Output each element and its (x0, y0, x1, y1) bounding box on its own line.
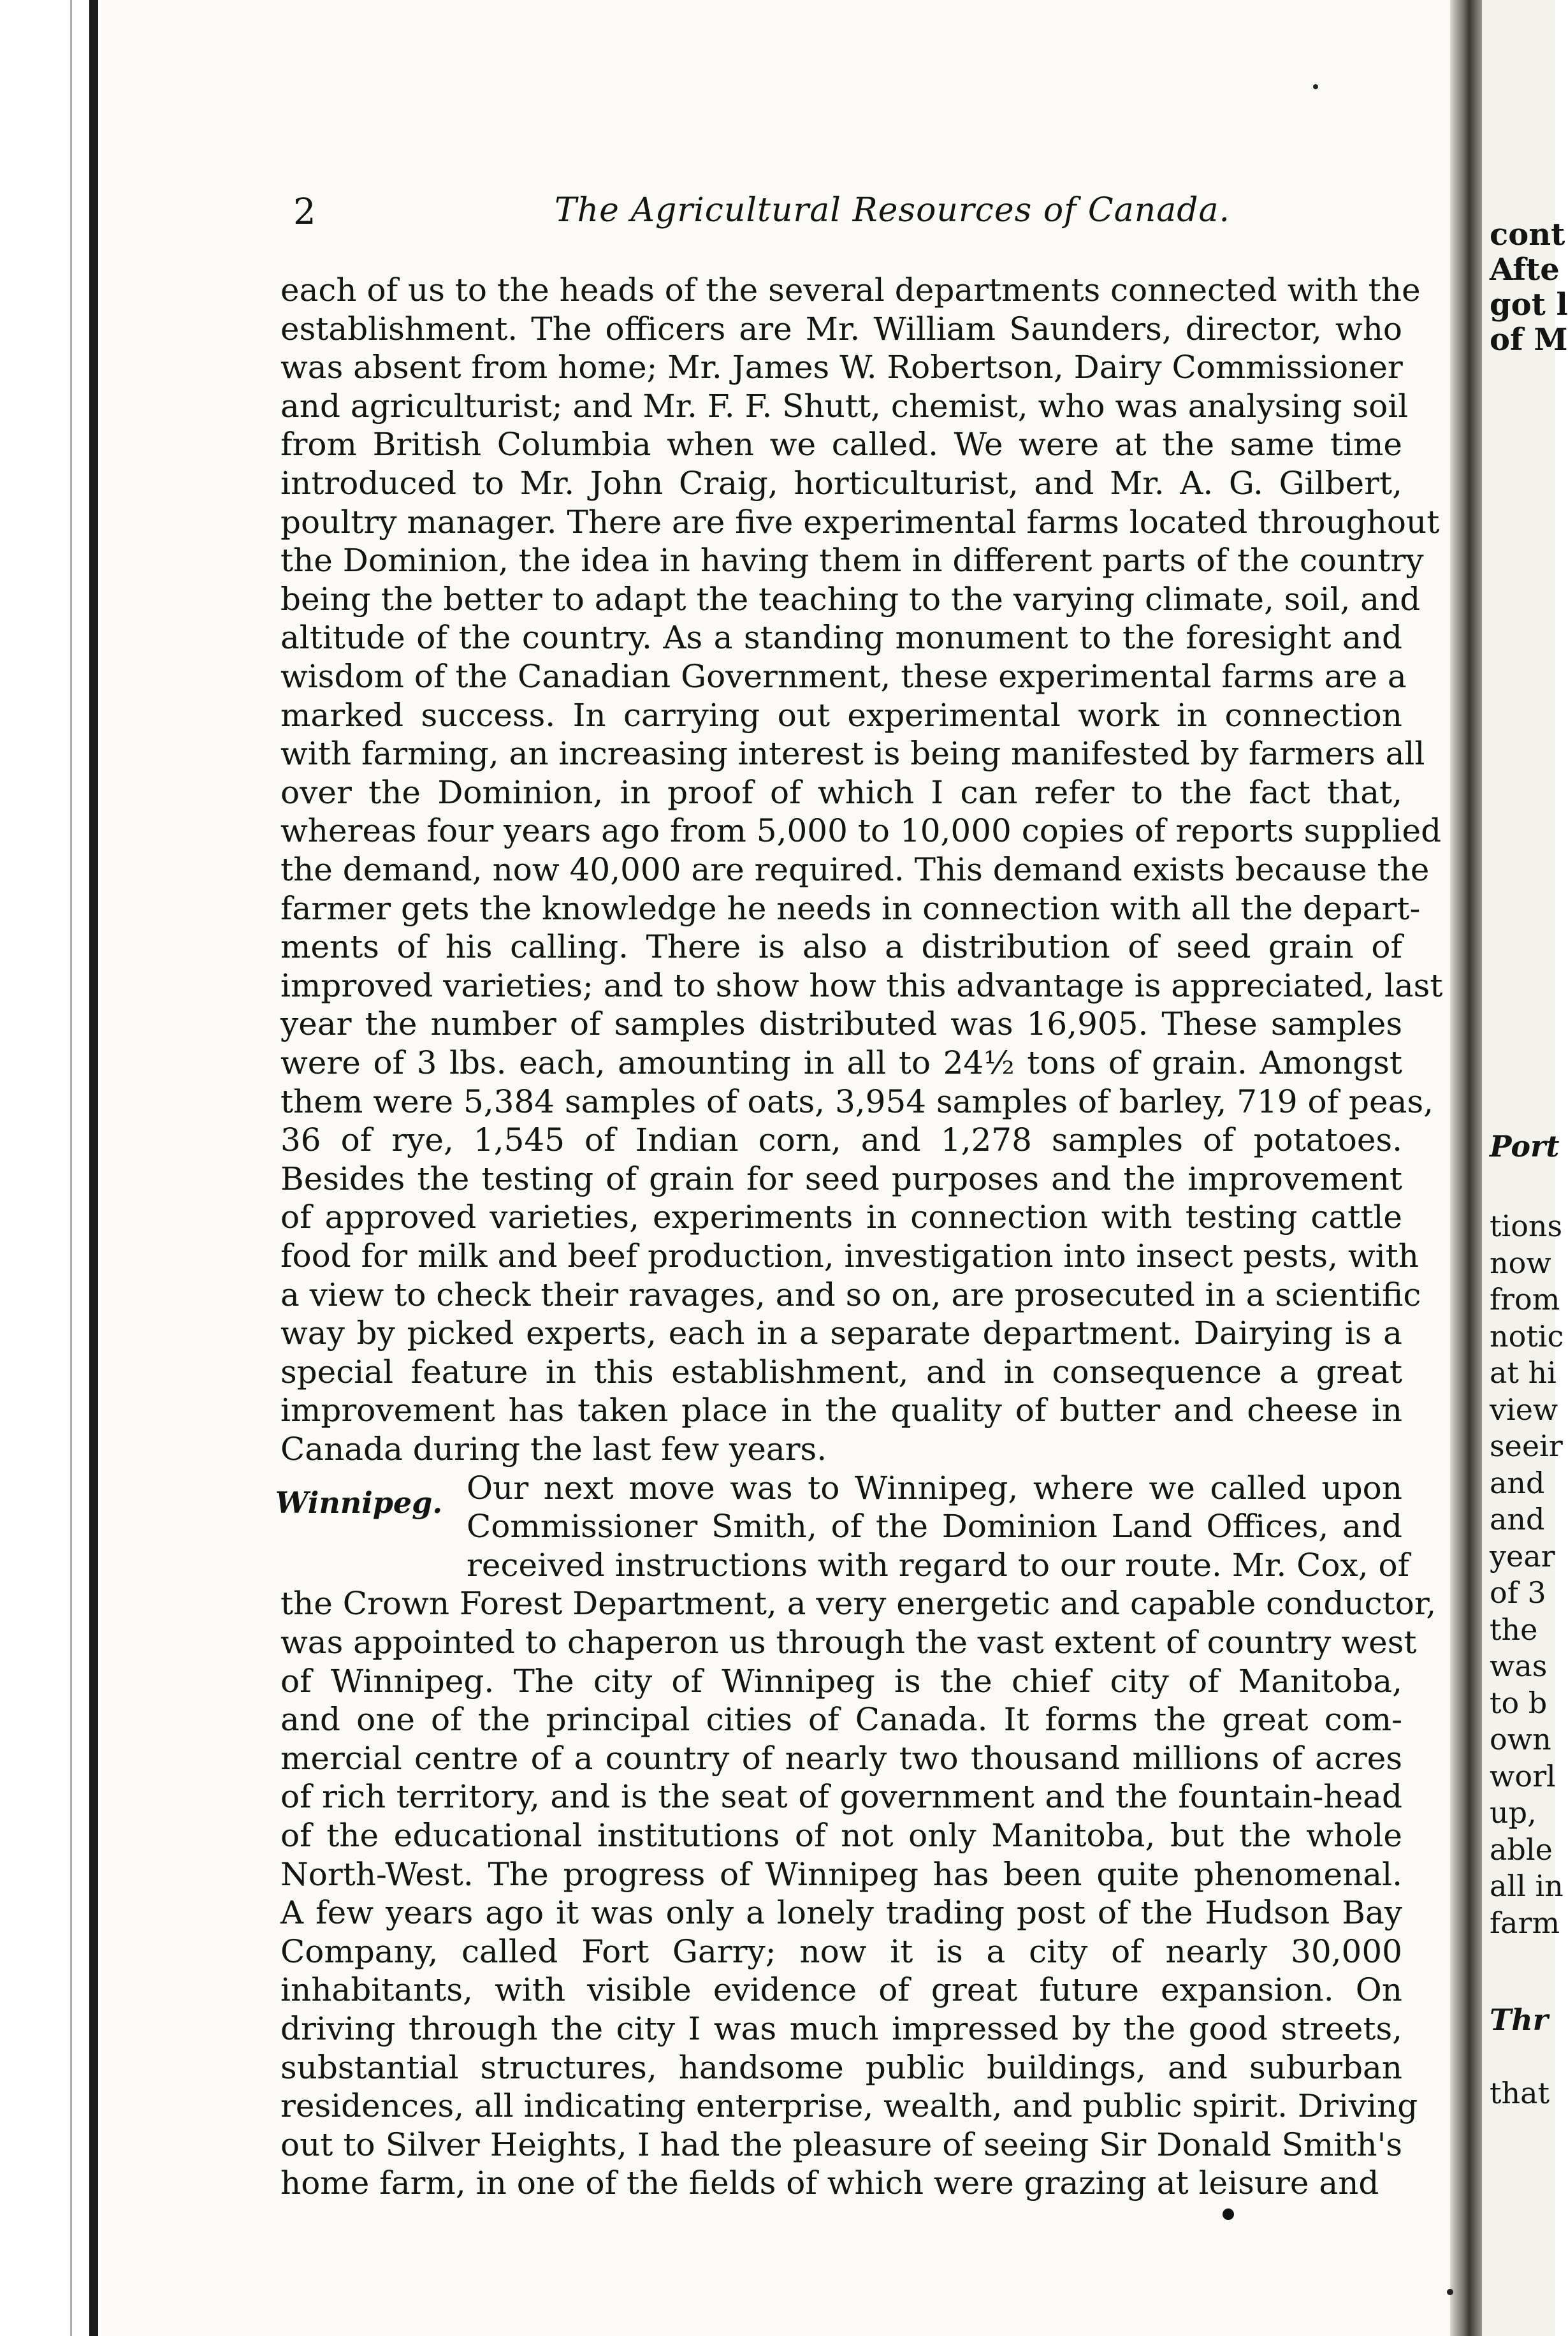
facing-line: own (1490, 1722, 1551, 1756)
page-number: 2 (293, 191, 316, 233)
text-line: Company, called Fort Garry; now it is a city of nearly 30,000 (280, 1932, 1402, 1970)
text-line: with farming, an increasing interest is being manifested by farmers all (280, 735, 1425, 773)
text-line: home farm, in one of the fields of which were grazing at leisure and (280, 2164, 1379, 2202)
margin-note-winnipeg: Winnipeg. (275, 1486, 443, 1520)
text-line: establishment. The officers are Mr. William Saunders, director, who (280, 310, 1402, 347)
facing-line: that (1490, 2076, 1550, 2110)
facing-margin-note: Thr (1490, 2003, 1548, 2037)
facing-line: of 3 (1490, 1575, 1546, 1610)
text-line: driving through the city I was much impressed by the good streets, (280, 2010, 1402, 2047)
text-line: substantial structures, handsome public buildings, and suburban (280, 2048, 1402, 2086)
facing-line: up, (1490, 1795, 1537, 1830)
text-line: Besides the testing of grain for seed purposes and the improvement (280, 1160, 1402, 1197)
text-line: Our next move was to Winnipeg, where we called upon (467, 1469, 1402, 1507)
text-line: improvement has taken place in the quality of butter and cheese in (280, 1392, 1402, 1429)
text-line: the demand, now 40,000 are required. This demand exists because the (280, 851, 1430, 888)
text-line: and one of the principal cities of Canada. It forms the great com- (280, 1701, 1402, 1739)
facing-line: all in (1490, 1869, 1564, 1903)
text-line: received instructions with regard to our route. Mr. Cox, of (467, 1546, 1410, 1584)
ink-speck (1313, 84, 1318, 89)
text-line: were of 3 lbs. each, amounting in all to 24½ tons of grain. Amongst (280, 1044, 1402, 1081)
text-line: ments of his calling. There is also a distribution of seed grain of (280, 928, 1402, 966)
text-line: inhabitants, with visible evidence of great future expansion. On (280, 1971, 1402, 2009)
text-line: was appointed to chaperon us through the vast extent of country west (280, 1624, 1417, 1661)
facing-line: from (1490, 1282, 1560, 1317)
facing-line: farm (1490, 1905, 1560, 1940)
ink-speck (1223, 2208, 1234, 2220)
text-line: farmer gets the knowledge he needs in connection with all the depart- (280, 889, 1421, 927)
facing-line: now (1490, 1245, 1551, 1280)
facing-line: year (1490, 1538, 1555, 1573)
text-line: marked success. In carrying out experimental work in connection (280, 696, 1402, 734)
running-title: The Agricultural Resources of Canada. (555, 191, 1231, 230)
text-line: food for milk and beef production, investigation into insect pests, with (280, 1237, 1419, 1274)
text-line: 36 of rye, 1,545 of Indian corn, and 1,278 samples of potatoes. (280, 1121, 1402, 1159)
facing-line: of M (1490, 322, 1568, 358)
facing-line: and (1490, 1502, 1545, 1537)
text-line: of the educational institutions of not only Manitoba, but the whole (280, 1817, 1402, 1854)
text-line: mercial centre of a country of nearly two thousand millions of acres (280, 1739, 1402, 1777)
text-line: way by picked experts, each in a separate department. Dairying is a (280, 1315, 1402, 1352)
scan-left-border (89, 0, 98, 2336)
book-gutter (1450, 0, 1482, 2336)
facing-line: notic (1490, 1318, 1564, 1354)
facing-line: at hi (1490, 1355, 1557, 1390)
facing-line: the (1490, 1612, 1538, 1647)
text-line: over the Dominion, in proof of which I can refer to the fact that, (280, 773, 1402, 811)
facing-margin-note: Port (1490, 1129, 1560, 1164)
facing-line: Afte (1490, 252, 1560, 288)
facing-line: cont (1490, 217, 1565, 252)
text-line: of approved varieties, experiments in connection with testing cattle (280, 1199, 1402, 1236)
text-line: each of us to the heads of the several departments connected with the (280, 272, 1421, 309)
text-line: was absent from home; Mr. James W. Robertson, Dairy Commissioner (280, 349, 1403, 386)
ink-speck (1447, 2289, 1453, 2295)
text-line: from British Columbia when we called. We were at the same time (280, 426, 1402, 464)
text-line: the Crown Forest Department, a very energetic and capable conductor, (280, 1585, 1437, 1623)
scan-edge-line (70, 0, 72, 2336)
facing-line: view (1490, 1392, 1558, 1427)
facing-line: worl (1490, 1758, 1556, 1793)
facing-line: able (1490, 1832, 1553, 1867)
text-line: Canada during the last few years. (280, 1431, 827, 1468)
text-line: year the number of samples distributed was 16,905. These samples (280, 1005, 1402, 1043)
text-line: residences, all indicating enterprise, wealth, and public spirit. Driving (280, 2087, 1418, 2125)
text-line: altitude of the country. As a standing monument to the foresight and (280, 619, 1402, 657)
text-line: of rich territory, and is the seat of government and the fountain-head (280, 1778, 1402, 1816)
text-line: and agriculturist; and Mr. F. F. Shutt, chemist, who was analysing soil (280, 387, 1409, 425)
text-line: wisdom of the Canadian Government, these experimental farms are a (280, 658, 1407, 695)
facing-line: seeir (1490, 1429, 1563, 1463)
facing-line: got l (1490, 287, 1568, 323)
text-line: improved varieties; and to show how this advantage is appreciated, last (280, 967, 1443, 1004)
text-line: poultry manager. There are five experimental farms located throughout (280, 503, 1440, 541)
text-line: whereas four years ago from 5,000 to 10,000 copies of reports supplied (280, 812, 1442, 850)
text-line: of Winnipeg. The city of Winnipeg is the chief city of Manitoba, (280, 1662, 1402, 1700)
text-line: the Dominion, the idea in having them in different parts of the country (280, 542, 1424, 580)
text-line: them were 5,384 samples of oats, 3,954 samples of barley, 719 of peas, (280, 1083, 1434, 1120)
facing-line: tions (1490, 1209, 1563, 1243)
text-line: a view to check their ravages, and so on, are prosecuted in a scientific (280, 1276, 1421, 1313)
facing-page-fragment (1482, 0, 1568, 2336)
text-line: North-West. The progress of Winnipeg has been quite phenomenal. (280, 1855, 1402, 1893)
text-line: special feature in this establishment, and in consequence a great (280, 1353, 1402, 1391)
facing-line: was (1490, 1649, 1548, 1683)
text-line: introduced to Mr. John Craig, horticulturist, and Mr. A. G. Gilbert, (280, 465, 1402, 502)
facing-line: to b (1490, 1685, 1548, 1720)
text-line: out to Silver Heights, I had the pleasure of seeing Sir Donald Smith's (280, 2126, 1402, 2163)
facing-line: and (1490, 1465, 1545, 1500)
text-line: being the better to adapt the teaching to the varying climate, soil, and (280, 580, 1421, 618)
page-header (0, 185, 1555, 236)
text-line: A few years ago it was only a lonely trading post of the Hudson Bay (280, 1894, 1402, 1932)
text-line: Commissioner Smith, of the Dominion Land Offices, and (467, 1508, 1402, 1545)
